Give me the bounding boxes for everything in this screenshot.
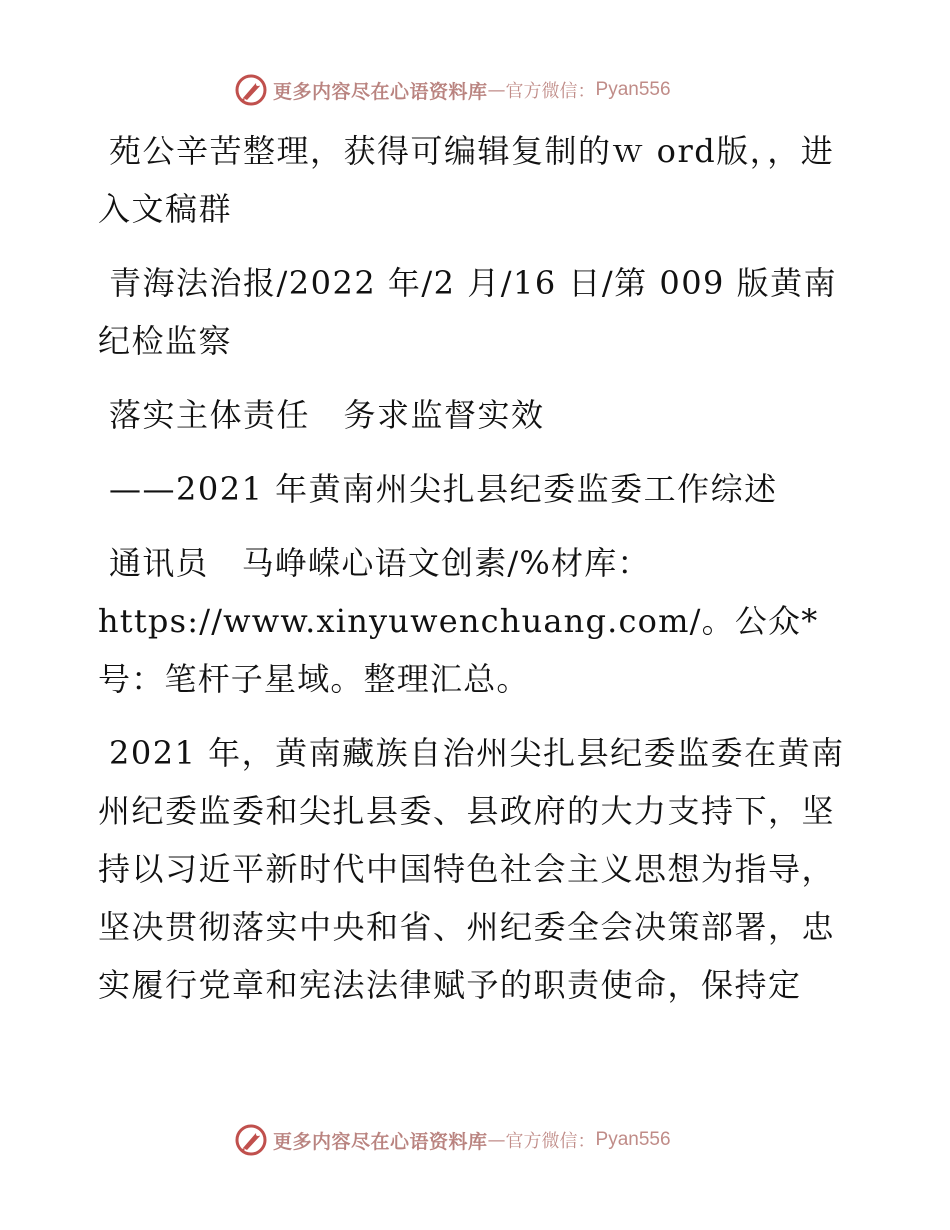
banner-wechat-label: 官方微信： — [505, 81, 596, 102]
article-title: 落实主体责任 务求监督实效 — [109, 396, 545, 434]
banner-wechat-id: Pyan556 — [595, 1129, 671, 1150]
pen-logo-icon — [234, 1123, 268, 1157]
footer-banner — [234, 1122, 714, 1158]
banner-main-text: 更多内容尽在心语资料库 — [273, 80, 488, 103]
banner-wechat-label: 官方微信： — [505, 1131, 596, 1152]
banner-separator: — — [487, 1129, 506, 1151]
article-subtitle: ——2021 年黄南州尖扎县纪委监委工作综述 — [109, 470, 778, 508]
banner-separator: — — [487, 79, 506, 101]
header-banner — [234, 72, 714, 108]
banner-wechat-id: Pyan556 — [595, 79, 671, 100]
byline-paragraph: 通讯员 马峥嵘心语文创素/%材库：https://www.xinyuwenchuang.com/。公众*号：笔杆子星域。整理汇总。 — [98, 544, 819, 698]
document-body — [98, 122, 858, 1030]
intro-paragraph: 苑公辛苦整理，获得可编辑复制的ｗ ord版，，进入文稿群 — [98, 132, 835, 228]
body-paragraph: 2021 年，黄南藏族自治州尖扎县纪委监委在黄南州纪委监委和尖扎县委、县政府的大力支持下，坚持以习近平新时代中国特色社会主义思想为指导，坚决贯彻落实中央和省、州纪委全会决策部署，忠实履行党章和宪法法律赋予的职责使命，保持定 — [98, 734, 845, 1004]
banner-main-text: 更多内容尽在心语资料库 — [273, 1130, 488, 1153]
pen-logo-icon — [234, 73, 268, 107]
source-line: 青海法治报/2022 年/2 月/16 日/第 009 版黄南纪检监察 — [98, 264, 838, 360]
